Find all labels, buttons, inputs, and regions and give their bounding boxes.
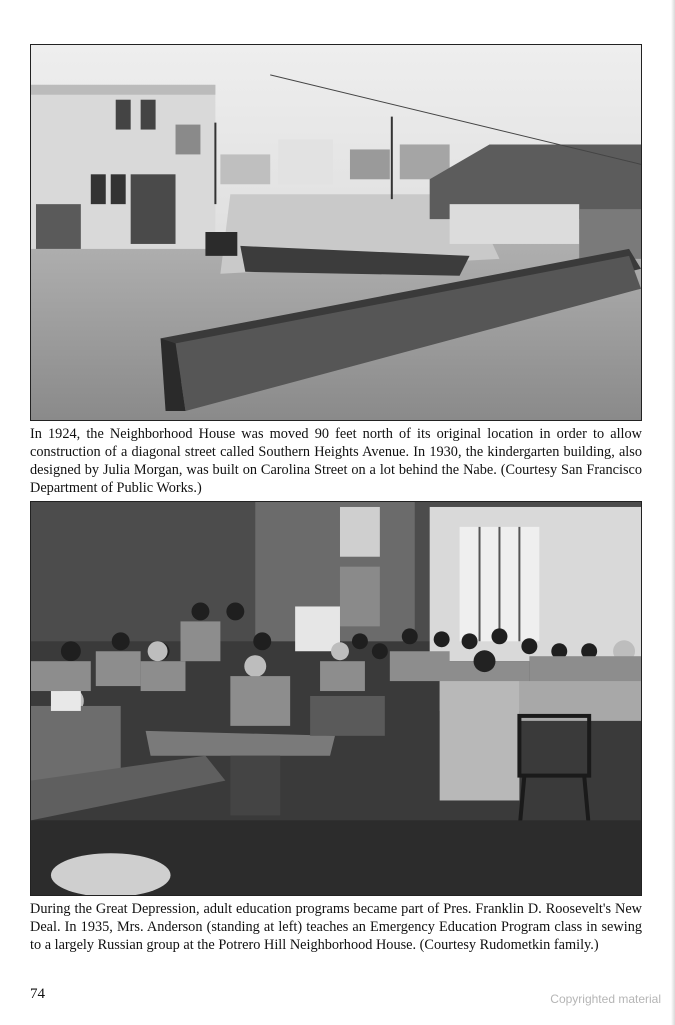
street-scene-photo xyxy=(30,44,642,421)
page-number: 74 xyxy=(30,986,45,1002)
copyright-notice: Copyrighted material xyxy=(550,992,661,1006)
caption-street-move: In 1924, the Neighborhood House was moved 90 feet north of its original location in order to allow construction of a diagonal street called Southern Heights Avenue. In 1930, the kindergarten building, also designed by Julia Morgan, was built on Carolina Street on a lot behind the Nabe. (Courtesy San Francisco Department of Public Works.) xyxy=(30,426,642,496)
sewing-class-photo xyxy=(30,501,642,896)
caption-sewing-class: During the Great Depression, adult education programs became part of Pres. Franklin D. Roosevelt's New Deal. In 1935, Mrs. Anderson (standing at left) teaches an Emergency Education Program class in sewing to a largely Russian group at the Potrero Hill Neighborhood House. (Courtesy Rudometkin family.) xyxy=(30,901,642,953)
page-edge xyxy=(671,0,675,1025)
